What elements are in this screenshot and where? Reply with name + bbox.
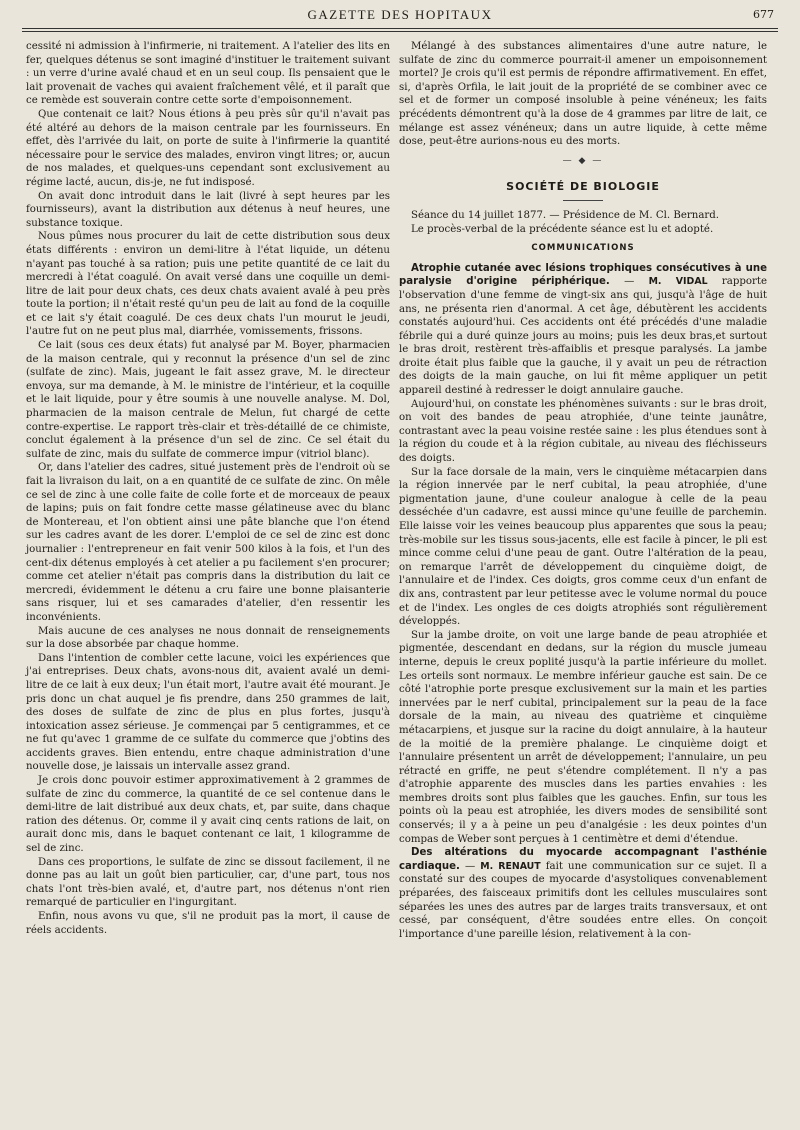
paragraph: Nous pûmes nous procurer du lait de cette distribution sous deux états différents : environ un demi-litre à l'état liquide, un détenu n'ayant pas touché à sa ration; puis une petite quantité de ce lait du mercredi à l'état coagulé. On avait versé dans une coquille un demi-litre de lait pour deux chats, ces deux chats avaient avalé à peu près toute la portion; il n'était resté qu'un peu de lait au fond de la coquille et ce lait s'y était coagulé. De ces deux chats l'un mourut le jeudi, l'autre fut on ne peut plus mal, diarrhée, vomissements, frissons.: [26, 231, 390, 338]
communications-subhead: COMMUNICATIONS: [531, 243, 635, 254]
paragraph: Ce lait (sous ces deux états) fut analysé par M. Boyer, pharmacien de la maison centrale, qui y reconnut la présence d'un sel de zinc (sulfate de zinc). Mais, jugeant le fait assez grave, M. le directeur envoya, sur ma demande, à M. le ministre de l'intérieur, et la coquille et le lait liquide, pour y être soumis à une nouvelle analyse. M. Dol, pharmacien de la maison centrale de Melun, fut chargé de cette contre-expertise. Le rapport très-clair et très-détaillé de ce chimiste, conclut également à la présence d'un sel de zinc. Ce sel était du sulfate de zinc, mais du sulfate de commerce impur (vitriol blanc).: [26, 340, 390, 460]
communication-1-text: rapporte l'observation d'une femme de vingt-six ans qui, jusqu'à l'âge de huit ans, ne présenta rien d'anormal. A cet âge, débutèrent les accidents constatés aujourd'hui. Ces accidents ont été précédés d'une maladie fébrile qui a duré quinze jours au moins; puis les deux bras,et surtout le bras droit, restèrent très-affaiblis et presque paralysés. La jambe droite était plus faible que la gauche, il y avait un peu de rétraction des doigts de la main gauche, on lui fit même appliquer un petit appareil destiné à redresser le doigt annulaire gauche.: [399, 276, 767, 397]
right-column: [399, 40, 767, 941]
paragraph: Sur la face dorsale de la main, vers le cinquième métacarpien dans la région innervée par le nerf cubital, la peau atrophiée, d'une pigmentation jaune, d'une couleur analogue à celle de la peau desséchée d'un cadavre, est aussi mince qu'une feuille de parchemin. Elle laisse voir les veines beaucoup plus apparentes que sous la peau; très-mobile sur les tissus sous-jacents, elle est facile à pincer, le pli est mince comme celui d'une peau de gant. Outre l'altération de la peau, on remarque l'arrêt de développement du cinquième doigt, de l'annulaire et de l'index. Ces doigts, gros comme ceux d'un enfant de dix ans, contrastent par leur petitesse avec le volume normal du pouce et de l'index. Les ongles de ces doigts atrophiés sont régulièrement développés.: [399, 466, 767, 628]
communication-1-author: M. VIDAL: [648, 276, 708, 288]
paragraph: cessité ni admission à l'infirmerie, ni traitement. A l'atelier des lits en fer, quelques détenus se sont imaginé d'instituer le traitement suivant : un verre d'urine avalé chaud et en un seul coup. Ils pensaient que le lait provenait de vaches qui avaient fraîchement vêlé, et il paraît que ce remède est souverain contre cette sorte d'empoisonnement.: [26, 41, 390, 107]
communication-2-text: fait une communication sur ce sujet. Il a constaté sur des coupes de myocarde d'asystoliques convenablement préparées, des faisceaux primitifs dont les cellules musculaires sont séparées les unes des autres par de larges traits transversaux, et ont cessé, par conséquent, d'être soudées entre elles. On conçoit l'importance d'une pareille lésion, relativement à la con-: [399, 860, 767, 940]
paragraph: Je crois donc pouvoir estimer approximativement à 2 grammes de sulfate de zinc du commerce, la quantité de ce sel contenue dans le demi-litre de lait distribué aux deux chats, et, par suite, dans chaque ration des détenus. Or, comme il y avait cinq cents rations de lait, on aurait donc mis, dans le baquet contenant ce lait, 1 kilogramme de sel de zinc.: [26, 775, 390, 855]
header-rule-thin: [22, 31, 778, 32]
journal-title: GAZETTE DES HOPITAUX: [307, 7, 493, 22]
paragraph: Sur la jambe droite, on voit une large bande de peau atrophiée et pigmentée, descendant en dedans, sur la région du muscle jumeau interne, depuis le creux poplité jusqu'à la partie inférieure du mollet. Les orteils sont normaux. Le membre inférieur gauche est sain. De ce côté l'atrophie porte presque exclusivement sur la main et les parties innervées par le nerf cubital, principalement sur la peau de la face dorsale de la main, au niveau des quatrième et cinquième métacarpiens, et jusque sur la racine du doigt annulaire, à la hauteur de la moitié de la première phalange. Le cinquième doigt et l'annulaire présentent un arrêt de développement; l'annulaire, un peu rétracté en griffe, ne peut s'étendre complétement. Il n'y a pas d'atrophie apparente des muscles dans les parties envahies : les membres droits sont plus faibles que les gauches. Enfin, sur tous les points où la peau est atrophiée, les divers modes de sensibilité sont conservés; il y a à peine un peu d'analgésie : les deux pointes d'un compas de Weber sont perçues à 1 centimètre et demi d'étendue.: [399, 629, 767, 845]
proces-verbal: Le procès-verbal de la précédente séance est lu et adopté.: [411, 223, 714, 235]
communication-1: Atrophie cutanée avec lésions trophiques consécutives à une paralysie d'origine périphérique. — M. VIDAL rapporte l'observation d'une femme de vingt-six ans qui, jusqu'à l'âge de huit ans, ne présenta rien d'anormal. A cet âge, débutèrent les accidents constatés aujourd'hui. Ces accidents ont été précédés d'une maladie fébrile qui a duré quinze jours au moins; puis les deux bras,et surtout le bras droit, restèrent très-affaiblis et presque paralysés. La jambe droite était plus faible que la gauche, il y avait un peu de rétraction des doigts de la main gauche, on lui fit même appliquer un petit appareil destiné à redresser le doigt annulaire gauche.: [399, 262, 767, 397]
section-title: SOCIÉTÉ DE BIOLOGIE: [506, 180, 660, 194]
page-header: [22, 4, 778, 26]
paragraph: Aujourd'hui, on constate les phénomènes suivants : sur le bras droit, on voit des bandes de peau atrophiée, d'une teinte jaunâtre, contrastant avec la peau voisine restée saine : les plus étendues sont à la région du coude et à la région cubitale, au niveau des fléchisseurs des doigts.: [399, 398, 767, 465]
communication-1-title: Atrophie cutanée avec lésions trophiques consécutives à une paralysie d'origine périphérique.: [399, 262, 767, 288]
section-rule: [563, 200, 603, 201]
header-rule: [22, 28, 778, 29]
paragraph: Dans l'intention de combler cette lacune, voici les expériences que j'ai entreprises. Deux chats, avons-nous dit, avaient avalé un demi-litre de ce lait à eux deux; l'un était mort, l'autre avait été mourant. Je pris donc un chat auquel je fis prendre, dans 250 grammes de lait, des doses de sulfate de zinc de plus en plus fortes, jusqu'à intoxication assez sérieuse. Je commençai par 5 centigrammes, et ce ne fut qu'avec 1 gramme de ce sulfate du commerce que j'obtins des accidents graves. Bien entendu, entre chaque administration d'une nouvelle dose, je laissais un intervalle assez grand.: [26, 652, 390, 773]
paragraph: Dans ces proportions, le sulfate de zinc se dissout facilement, il ne donne pas au lait un goût bien particulier, car, d'une part, tous nos chats l'ont très-bien avalé, et, d'autre part, nos détenus n'ont rien remarqué de particulier en l'ingurgitant.: [26, 856, 390, 909]
paragraph: Mais aucune de ces analyses ne nous donnait de renseignements sur la dose absorbée par chaque homme.: [26, 625, 390, 651]
paragraph: Mélangé à des substances alimentaires d'une autre nature, le sulfate de zinc du commerce pourrait-il amener un empoisonnement mortel? Je crois qu'il est permis de répondre affirmativement. En effet, si, d'après Orfila, le lait jouit de la propriété de se combiner avec ce sel et de former un composé insoluble à peine vénéneux; les faits précédents démontrent qu'à la dose de 4 grammes par litre de lait, ce mélange est assez vénéneux; dans un autre liquide, à cette même dose, peut-être aurions-nous eu des morts.: [399, 41, 767, 148]
seance-line: Séance du 14 juillet 1877. — Présidence de M. Cl. Bernard.: [411, 209, 720, 221]
paragraph: Or, dans l'atelier des cadres, situé justement près de l'endroit où se fait la livraison du lait, on a en quantité de ce sulfate de zinc. On mêle ce sel de zinc à une colle faite de colle forte et de morceaux de peaux de lapins; puis on fait fondre cette masse gélatineuse avec du blanc de Montereau, et l'on obtient ainsi une pâte blanche que l'on étend sur les cadres avant de les dorer. L'emploi de ce sel de zinc est donc journalier : l'entrepreneur en fait venir 500 kilos à la fois, et l'un des cent-dix détenus employés à cet atelier a pu facilement s'en procurer; comme cet atelier n'était pas compris dans la distribution du lait ce mercredi, évidemment le détenu a cru faire une bonne plaisanterie sans risquer, lui et ses camarades d'atelier, d'en ressentir les inconvénients.: [26, 462, 390, 623]
paragraph: Enfin, nous avons vu que, s'il ne produit pas la mort, il cause de réels accidents.: [26, 911, 390, 936]
separator-ornament: — ◆ —: [562, 155, 604, 166]
left-column: [26, 40, 390, 937]
communication-2: Des altérations du myocarde accompagnant l'asthénie cardiaque. — M. RENAUT fait une communication sur ce sujet. Il a constaté sur des coupes de myocarde d'asystoliques convenablement préparées, des faisceaux primitifs dont les cellules musculaires sont séparées les unes des autres par de larges traits transversaux, et ont cessé, par conséquent, d'être soudées entre elles. On conçoit l'importance d'une pareille lésion, relativement à la con-: [399, 847, 767, 940]
paragraph: Que contenait ce lait? Nous étions à peu près sûr qu'il n'avait pas été altéré au dehors de la maison centrale par les fournisseurs. En effet, dès l'arrivée du lait, on porte de suite à l'infirmerie la quantité nécessaire pour le service des malades, environ vingt litres; or, aucun de nos malades, et quelques-uns cependant sont exclusivement au régime lacté, aucun, dis-je, ne fut indisposé.: [26, 108, 390, 188]
communication-2-author: M. RENAUT: [480, 860, 541, 872]
communication-2-title: Des altérations du myocarde accompagnant l'asthénie cardiaque.: [399, 847, 767, 872]
page-number: 677: [753, 8, 774, 21]
paragraph: On avait donc introduit dans le lait (livré à sept heures par les fournisseurs), avant la distribution aux détenus à neuf heures, une substance toxique.: [26, 190, 390, 229]
